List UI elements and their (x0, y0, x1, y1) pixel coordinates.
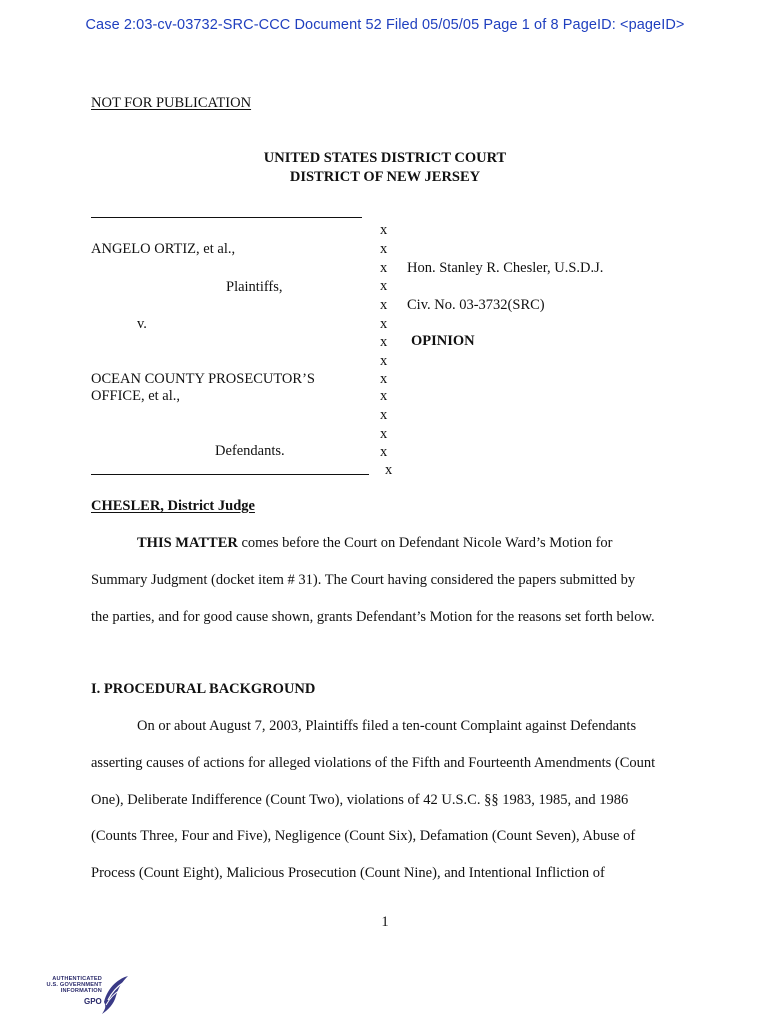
defendant-role: Defendants. (215, 443, 285, 459)
caption-x-mark: x (380, 388, 388, 404)
body-line: asserting causes of actions for alleged violations of the Fifth and Fourteenth Amendments (Count (91, 755, 656, 771)
intro-line-2: Summary Judgment (docket item # 31). The Court having considered the papers submitted by (91, 572, 636, 588)
caption-x-mark: x (380, 222, 388, 238)
caption-top-rule (91, 217, 362, 218)
seal-line: U.S. GOVERNMENT (46, 982, 102, 989)
caption-x-mark: x (380, 334, 388, 350)
eagle-icon (98, 972, 130, 1016)
seal-text (40, 976, 102, 995)
author-line: CHESLER, District Judge (91, 498, 255, 514)
judge-name: Hon. Stanley R. Chesler, U.S.D.J. (407, 260, 604, 276)
caption-x-mark: x (380, 297, 388, 313)
caption-x-mark: x (380, 241, 388, 257)
caption-x-mark: x (380, 407, 388, 423)
body-line: One), Deliberate Indifference (Count Two), violations of 42 U.S.C. §§ 1983, 1985, and 1986 (91, 792, 629, 808)
defendant-name-line1: OCEAN COUNTY PROSECUTOR’S (91, 371, 315, 387)
body-line: On or about August 7, 2003, Plaintiffs filed a ten-count Complaint against Defendants (137, 718, 637, 734)
seal-line: AUTHENTICATED (52, 976, 102, 982)
caption-x-mark: x (380, 260, 388, 276)
intro-line-1-rest: comes before the Court on Defendant Nicole Ward’s Motion for (237, 535, 613, 551)
defendant-name-line2: OFFICE, et al., (91, 388, 181, 404)
caption-x-mark: x (380, 371, 388, 387)
court-name: UNITED STATES DISTRICT COURT (263, 150, 507, 166)
plaintiff-role: Plaintiffs, (226, 279, 283, 295)
civil-number: Civ. No. 03-3732(SRC) (407, 297, 545, 313)
court-district: DISTRICT OF NEW JERSEY (289, 169, 481, 185)
intro-line-3: the parties, and for good cause shown, grants Defendant’s Motion for the reasons set forth below. (91, 609, 655, 625)
gpo-authentication-seal (40, 970, 130, 1016)
caption-x-mark: x (380, 278, 388, 294)
seal-line: INFORMATION (60, 988, 102, 995)
section-heading: I. PROCEDURAL BACKGROUND (91, 681, 316, 697)
body-line: Process (Count Eight), Malicious Prosecution (Count Nine), and Intentional Infliction of (91, 865, 605, 881)
versus: v. (137, 316, 147, 332)
page-number: 1 (381, 914, 389, 930)
caption-x-mark: x (380, 316, 388, 332)
body-line: (Counts Three, Four and Five), Negligence (Count Six), Defamation (Count Seven), Abuse of (91, 828, 636, 844)
document-type: OPINION (411, 333, 475, 349)
plaintiff-name: ANGELO ORTIZ, et al., (91, 241, 236, 257)
caption-x-mark: x (380, 353, 388, 369)
case-header-stamp: Case 2:03-cv-03732-SRC-CCC Document 52 Filed 05/05/05 Page 1 of 8 PageID: <pageID> (85, 17, 685, 33)
intro-lead: THIS MATTER (137, 535, 238, 551)
seal-gpo-mark: GPO (84, 997, 102, 1006)
intro-line-1 (137, 535, 613, 552)
caption-bottom-rule (91, 474, 369, 475)
caption-x-mark: x (380, 444, 388, 460)
publication-notice: NOT FOR PUBLICATION (91, 95, 252, 111)
caption-x-mark: x (385, 462, 393, 478)
caption-x-mark: x (380, 426, 388, 442)
